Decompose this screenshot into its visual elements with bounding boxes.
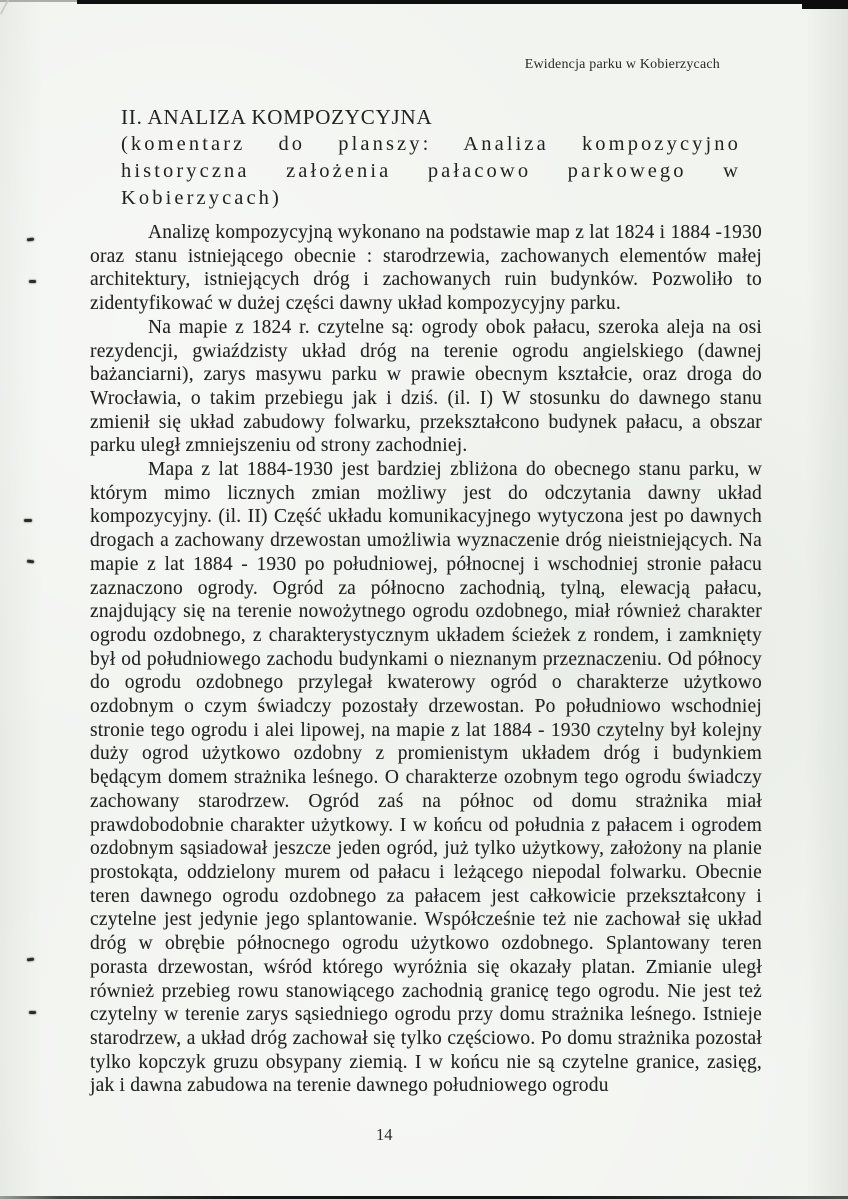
scan-speck (29, 1011, 36, 1014)
running-header: Ewidencja parku w Kobierzycach (524, 57, 720, 72)
section-subtitle-line-3: Kobierzycach) (121, 187, 282, 210)
scan-edge-top-right-blob (802, 0, 848, 9)
scan-speck (27, 238, 34, 242)
page-number: 14 (376, 1125, 393, 1144)
section-subtitle-line-1: (komentarz do planszy: Analiza kompozycyjno (121, 133, 741, 155)
section-subtitle-line-2: historyczna założenia pałacowo parkowego w (121, 160, 741, 183)
scan-edge-top-bar (77, 0, 848, 4)
scan-edge-top-light (0, 0, 78, 2)
heading-block (121, 103, 741, 213)
scan-corner-streak (0, 0, 14, 15)
scan-speck (27, 560, 34, 564)
paragraph-1: Analizę kompozycyjną wykonano na podstawie map z lat 1824 i 1884 -1930 oraz stanu istniejącego obecnie : starodrzewia, zachowanych elementów małej architektury, istniejących dróg i zachowanych ruin budynków. Pozwoliło to zidentyfikować w dużej części dawny układ kompozycyjny parku. (90, 222, 762, 315)
paragraph-3: Mapa z lat 1884-1930 jest bardziej zbliżona do obecnego stanu parku, w którym mimo licznych zmian możliwy jest do odczytania dawny układ kompozycyjny. (il. II) Część układu komunikacyjnego wytyczona jest po dawnych drogach a zachowany drzewostan umożliwia wyznaczenie dróg nieistniejących. Na mapie z lat 1884 - 1930 po południowej, północnej i wschodniej stronie pałacu zaznaczono ogrody. Ogród za północno zachodnią, tylną, elewacją pałacu, znajdujący się na terenie nowożytnego ogrodu ozdobnego, miał również charakter ogrodu ozdobnego, z charakterystycznym układem ścieżek z rondem, i zamknięty był od południowego zachodu budynkami o nieznanym przeznaczeniu. Od północy do ogrodu ozdobnego przylegał kwaterowy ogród o charakterze użytkowo ozdobnym o czym świadczy pozostały drzewostan. Po południowo wschodniej stronie tego ogrodu i alei lipowej, na mapie z lat 1884 - 1930 czytelny był kolejny duży ogrod użytkowo ozdobny z promienistym układem dróg i budynkiem będącym domem strażnika leśnego. O charakterze ozobnym tego ogrodu świadczy zachowany starodrzew. Ogród zaś na północ od domu strażnika miał prawdobodobnie charakter użytkowy. I w końcu od południa z pałacem i ogrodem ozdobnym sąsiadował jeszcze jeden ogród, już tylko użytkowy, założony na planie prostokąta, oddzielony murem od pałacu i leżącego niepodal folwarku. Obecnie teren dawnego ogrodu ozdobnego za pałacem jest całkowicie przekształcony i czytelne jest jedynie jego splantowanie. Współcześnie też nie zachował się układ dróg w obrębie północnego ogrodu użytkowo ozdobnego. Splantowany teren porasta drzewostan, wśród którego wyróżnia się okazały platan. Zmianie uległ również przebieg rowu stanowiącego zachodnią granicę tego ogrodu. Nie jest też czytelny w terenie zarys sąsiedniego ogrodu przy domu strażnika leśnego. Istnieje starodrzew, a układ dróg zachował się tylko częściowo. Po domu strażnika pozostał tylko kopczyk gruzu obsypany ziemią. I w końcu nie są czytelne granice, zasięg, jak i dawna zabudowa na terenie dawnego południowego ogrodu (90, 459, 762, 1097)
section-title: II. ANALIZA KOMPOZYCYJNA (121, 105, 433, 129)
scan-speck (24, 519, 32, 522)
scan-speck (29, 280, 36, 283)
paragraph-2: Na mapie z 1824 r. czytelne są: ogrody obok pałacu, szeroka aleja na osi rezydencji, gwiaździsty układ dróg na terenie ogrodu angielskiego (dawnej bażanciarni), zarys masywu parku w prawie obecnym kształcie, oraz droga do Wrocławia, o takim przebiegu jak i dziś. (il. I) W stosunku do dawnego stanu zmienił się układ zabudowy folwarku, przekształcono budynek pałacu, a obszar parku uległ zmniejszeniu od strony zachodniej. (90, 316, 762, 457)
scan-speck (27, 958, 34, 962)
body-text (90, 221, 762, 1098)
